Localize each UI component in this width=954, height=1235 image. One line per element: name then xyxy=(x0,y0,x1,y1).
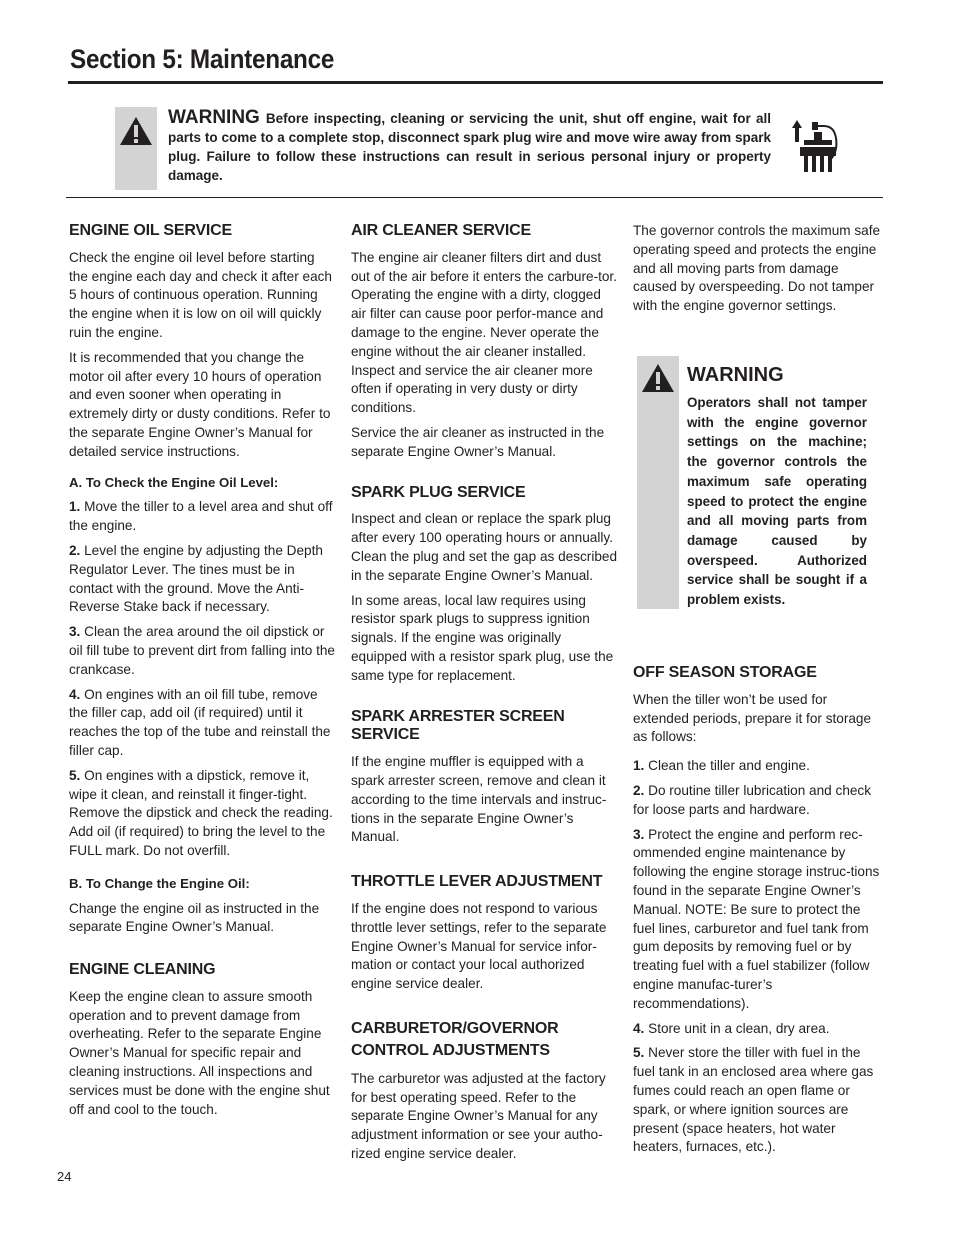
paragraph: Keep the engine clean to assure smooth operation and to prevent damage from overheating. Refer to the separate Engine Owner’s Manual for specific repair and cleaning instructions. All inspections and services must be done with the engine shut off and cool to the touch. xyxy=(69,988,330,1117)
paragraph: The governor controls the maximum safe operating speed and protects the engine and all moving parts from damage caused by overspeeding. Do not tamper with the engine governor settings. xyxy=(633,223,881,314)
warning-text: Before inspecting, cleaning or servicing the unit, shut off engine, wait for all parts to come to a complete stop, disconnect spark plug wire and move wire away from spark plug. Failure to follow these instructions can result in serious personal injury or property damage. xyxy=(168,111,771,183)
list-item: 5. Never store the tiller with fuel in the fuel tank in an enclosed area where gas fumes could reach an open flame or spark, or where ignition sources are present (space heaters, hot water heaters, furnaces, etc.). xyxy=(633,1045,874,1155)
check-oil-subheading: A. To Check the Engine Oil Level: xyxy=(69,474,279,490)
governor-warning-title: WARNING xyxy=(687,364,784,386)
list-item: 4. On engines with an oil fill tube, remove the filler cap, add oil (if required) until it reaches the top of the tube and reinstall the filler cap. xyxy=(69,686,331,758)
list-item: 2. Level the engine by adjusting the Depth Regulator Lever. The tines must be in contact with the ground. Move the Anti-Reverse Stake back if necessary. xyxy=(69,542,323,615)
governor-warning-text: Operators shall not tamper with the engine governor settings on the machine; the governor controls the maximum safe operating speed to protect the engine and all moving parts from damage caused by overspeed. Authorized service shall be sought if a problem exists. xyxy=(687,395,867,608)
column-2 xyxy=(351,222,619,1170)
list-item: 1. Clean the tiller and engine. xyxy=(633,758,810,774)
warning-label: WARNING xyxy=(168,107,260,128)
warning-box-rule xyxy=(66,197,883,198)
paragraph: In some areas, local law requires using resistor spark plugs to suppress ignition signals. If the engine was originally equipped with a resistor spark plug, use the same type for replacement. xyxy=(351,592,614,683)
paragraph: The carburetor was adjusted at the factory for best operating speed. Refer to the separate Engine Owner’s Manual for any adjustment information or see your autho-rized engine service dealer. xyxy=(351,1070,606,1162)
title-rule xyxy=(68,81,883,84)
top-warning xyxy=(168,108,771,185)
paragraph: Service the air cleaner as instructed in the separate Engine Owner’s Manual. xyxy=(351,424,605,459)
air-cleaner-heading: AIR CLEANER SERVICE xyxy=(351,222,531,239)
paragraph: If the engine does not respond to various throttle lever settings, refer to the separate Engine Owner’s Manual for service infor-mation or contact your local authorized engine service dealer. xyxy=(351,900,607,992)
spark-arrester-heading: SPARK ARRESTER SCREEN SERVICE xyxy=(351,707,565,744)
paragraph: The engine air cleaner filters dirt and dust out of the air before it enters the carbure-tor. Operating the engine with a dirty, clogged air filter can cause poor perfor-mance and damage to the engine. Never operate the engine without the air cleaner installed. Inspect and service the air cleaner more often if operating in very dusty or dirty conditions. xyxy=(351,249,617,416)
list-item: 4. Store unit in a clean, dry area. xyxy=(633,1020,830,1036)
column-1 xyxy=(69,222,337,1125)
paragraph: Inspect and clean or replace the spark plug after every 100 operating hours or annually. Clean the plug and set the gap as described in the separate Engine Owner’s Manual. xyxy=(351,511,618,583)
carburetor-heading: CARBURETOR/GOVERNOR CONTROL ADJUSTMENTS xyxy=(351,1019,559,1059)
column-3 xyxy=(633,222,883,322)
list-item: 5. On engines with a dipstick, remove it, wipe it clean, and reinstall it finger-tight. Remove the dipstick and check the reading. Add oil (if required) to bring the level to the FULL mark. Do not overfill. xyxy=(69,767,333,858)
engine-cleaning-heading: ENGINE CLEANING xyxy=(69,961,216,979)
engine-oil-heading: ENGINE OIL SERVICE xyxy=(69,222,232,239)
spark-plug-heading: SPARK PLUG SERVICE xyxy=(351,483,526,501)
paragraph: If the engine muffler is equipped with a spark arrester screen, remove and clean it according to the time intervals and instruc-tions in the separate Engine Owner’s Manual. xyxy=(351,754,607,845)
change-oil-subheading: B. To Change the Engine Oil: xyxy=(69,875,250,891)
paragraph: When the tiller won’t be used for extended periods, prepare it for storage as follows: xyxy=(633,691,872,745)
storage-section xyxy=(633,664,883,1163)
warning-triangle-icon xyxy=(119,116,153,146)
warning-triangle-icon xyxy=(641,363,675,393)
paragraph: It is recommended that you change the motor oil after every 10 hours of operation and even sooner when operating in extremely dirty or dusty conditions. Refer to the separate Engine Owner’s Manual for detailed service instructions. xyxy=(69,349,331,459)
page-number: 24 xyxy=(57,1169,72,1184)
throttle-heading: THROTTLE LEVER ADJUSTMENT xyxy=(351,873,603,891)
list-item: 3. Clean the area around the oil dipstick or oil fill tube to prevent dirt from falling into the crankcase. xyxy=(69,624,335,677)
paragraph: Change the engine oil as instructed in the separate Engine Owner’s Manual. xyxy=(69,900,320,935)
governor-warning-bar xyxy=(637,356,679,609)
page-title: Section 5: Maintenance xyxy=(70,44,335,74)
list-item: 3. Protect the engine and perform rec-ommended engine maintenance by following the engine storage instruc-tions found in the separate Engine Owner’s Manual. NOTE: Be sure to protect the fuel lines, carburetor and fuel tank from gum deposits by removing fuel or by treating fuel with a fuel stabilizer (follow engine manufac-turer’s recommendations). xyxy=(633,826,880,1011)
paragraph: Check the engine oil level before starting the engine each day and check it after each 5 hours of continuous operation. Running the engine when it is low on oil will quickly ruin the engine. xyxy=(69,249,332,340)
list-item: 2. Do routine tiller lubrication and check for loose parts and hardware. xyxy=(633,782,872,817)
disconnect-spark-plug-icon xyxy=(790,116,840,176)
list-item: 1. Move the tiller to a level area and shut off the engine. xyxy=(69,499,333,534)
off-season-storage-heading: OFF SEASON STORAGE xyxy=(633,664,817,681)
